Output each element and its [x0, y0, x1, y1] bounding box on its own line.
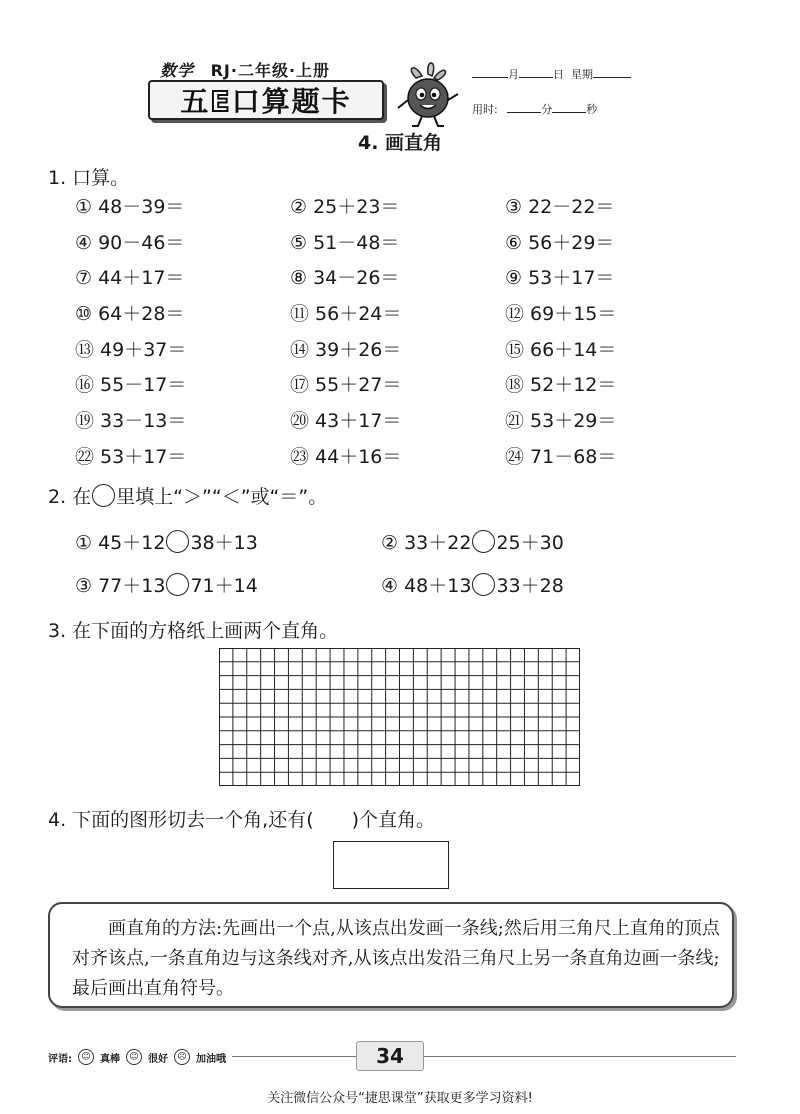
q1-problem-grid: [75, 192, 675, 478]
brand-title-e: E: [210, 85, 232, 118]
rectangle-figure: [333, 841, 449, 889]
q1-item: ⑳ 43＋17＝: [290, 410, 402, 433]
month-blank[interactable]: [472, 67, 508, 78]
time-fields: [472, 101, 597, 117]
q2-item: [75, 528, 381, 555]
q2-left-expr: ② 33＋22: [381, 532, 472, 554]
q2-left-expr: ④ 48＋13: [381, 575, 472, 597]
rating-great-label: 真棒: [100, 1053, 120, 1065]
method-tip-box: [48, 902, 734, 1008]
weekday-blank[interactable]: [593, 67, 631, 78]
q2-item: [381, 528, 681, 555]
edition-label: RJ·二年级·上册: [210, 61, 331, 80]
q2-item: [75, 571, 381, 598]
q2-title-prefix: 2. 在: [48, 486, 92, 508]
minute-blank[interactable]: [507, 102, 541, 113]
q1-item: ② 25＋23＝: [290, 196, 400, 218]
radish-mascot-icon: [392, 58, 464, 130]
minute-label: 分: [541, 103, 553, 116]
answer-circle[interactable]: [166, 530, 189, 553]
month-label: 月: [508, 68, 519, 81]
q1-item: ㉓ 44＋16＝: [290, 445, 402, 468]
q1-item: ㉔ 71－68＝: [505, 445, 617, 468]
promo-note: 关注微信公众号“捷思课堂”获取更多学习资料!: [267, 1091, 533, 1106]
q1-item: ① 48－39＝: [75, 196, 185, 218]
rating-cheer-label: 加油哦: [196, 1053, 226, 1065]
answer-circle[interactable]: [472, 530, 495, 553]
q1-item: ⑭ 39＋26＝: [290, 338, 402, 361]
q2-row: [75, 528, 695, 555]
brand-banner: [148, 80, 384, 120]
day-label: 日: [553, 68, 564, 81]
q1-item: ③ 22－22＝: [505, 196, 615, 218]
q1-item: ⑧ 34－26＝: [290, 267, 400, 290]
grid-paper[interactable]: [219, 648, 580, 786]
brand-title: [180, 80, 351, 120]
q2-item: [381, 571, 681, 598]
q4-title: 4. 下面的图形切去一个角,还有( )个直角。: [48, 809, 436, 831]
q2-right-expr: 33＋28: [496, 575, 564, 597]
q2-title-suffix: 里填上“＞”“＜”或“＝”。: [116, 486, 328, 508]
day-blank[interactable]: [519, 67, 553, 78]
rating-label: 评语:: [48, 1053, 72, 1065]
q1-item: ⑪ 56＋24＝: [290, 303, 402, 326]
second-label: 秒: [586, 103, 598, 116]
rating-good-label: 很好: [148, 1053, 168, 1065]
blank-circle-icon: [92, 484, 115, 507]
q2-row: [75, 571, 695, 598]
q1-title: 1. 口算。: [48, 167, 130, 189]
weekday-label: 星期: [571, 68, 593, 81]
q1-item: ⑫ 69＋15＝: [505, 303, 617, 326]
q1-item: ④ 90－46＝: [75, 231, 185, 254]
q1-item: ⑩ 64＋28＝: [75, 303, 185, 326]
q1-item: ⑯ 55－17＝: [75, 374, 187, 397]
time-label: 用时:: [472, 103, 498, 116]
q1-item: ⑨ 53＋17＝: [505, 267, 615, 290]
rating-bar: [48, 1049, 232, 1065]
q2-left-expr: ③ 77＋13: [75, 575, 166, 597]
q1-item: ⑲ 33－13＝: [75, 410, 187, 433]
q3-title: 3. 在下面的方格纸上画两个直角。: [48, 620, 339, 642]
q2-right-expr: 71＋14: [190, 575, 258, 597]
q1-item: ⑦ 44＋17＝: [75, 267, 185, 290]
brand-title-part2: 口算题卡: [231, 85, 352, 118]
q1-item: ㉒ 53＋17＝: [75, 445, 187, 468]
q1-item: ⑱ 52＋12＝: [505, 374, 617, 397]
q1-item: ㉑ 53＋29＝: [505, 410, 617, 433]
method-tip-text: 画直角的方法:先画出一个点,从该点出发画一条线;然后用三角尺上直角的顶点对齐该点,一条直角边与这条线对齐,从该点出发沿三角尺上另一条直角边画一条线;最后画出直角符号。: [72, 918, 720, 999]
q1-item: ⑤ 51－48＝: [290, 231, 400, 254]
answer-circle[interactable]: [166, 573, 189, 596]
q1-item: ⑰ 55＋27＝: [290, 374, 402, 397]
q1-item: ⑬ 49＋37＝: [75, 338, 187, 361]
q2-right-expr: 25＋30: [496, 532, 564, 554]
lesson-title: 4. 画直角: [357, 132, 443, 154]
great-face-icon[interactable]: ☺: [78, 1049, 94, 1065]
edition-line: [160, 58, 330, 81]
brand-title-part1: 五: [180, 85, 211, 118]
good-face-icon[interactable]: ☺: [126, 1049, 142, 1065]
q1-item: ⑮ 66＋14＝: [505, 338, 617, 361]
page-number: 34: [356, 1041, 424, 1071]
subject-label: 数学: [160, 61, 195, 80]
cheer-face-icon[interactable]: ☹: [174, 1049, 190, 1065]
q2-left-expr: ① 45＋12: [75, 532, 166, 554]
q2-right-expr: 38＋13: [190, 532, 258, 554]
second-blank[interactable]: [552, 102, 586, 113]
q1-item: ⑥ 56＋29＝: [505, 231, 615, 254]
answer-circle[interactable]: [472, 573, 495, 596]
q2-title: [48, 482, 327, 509]
date-fields: [472, 66, 631, 82]
